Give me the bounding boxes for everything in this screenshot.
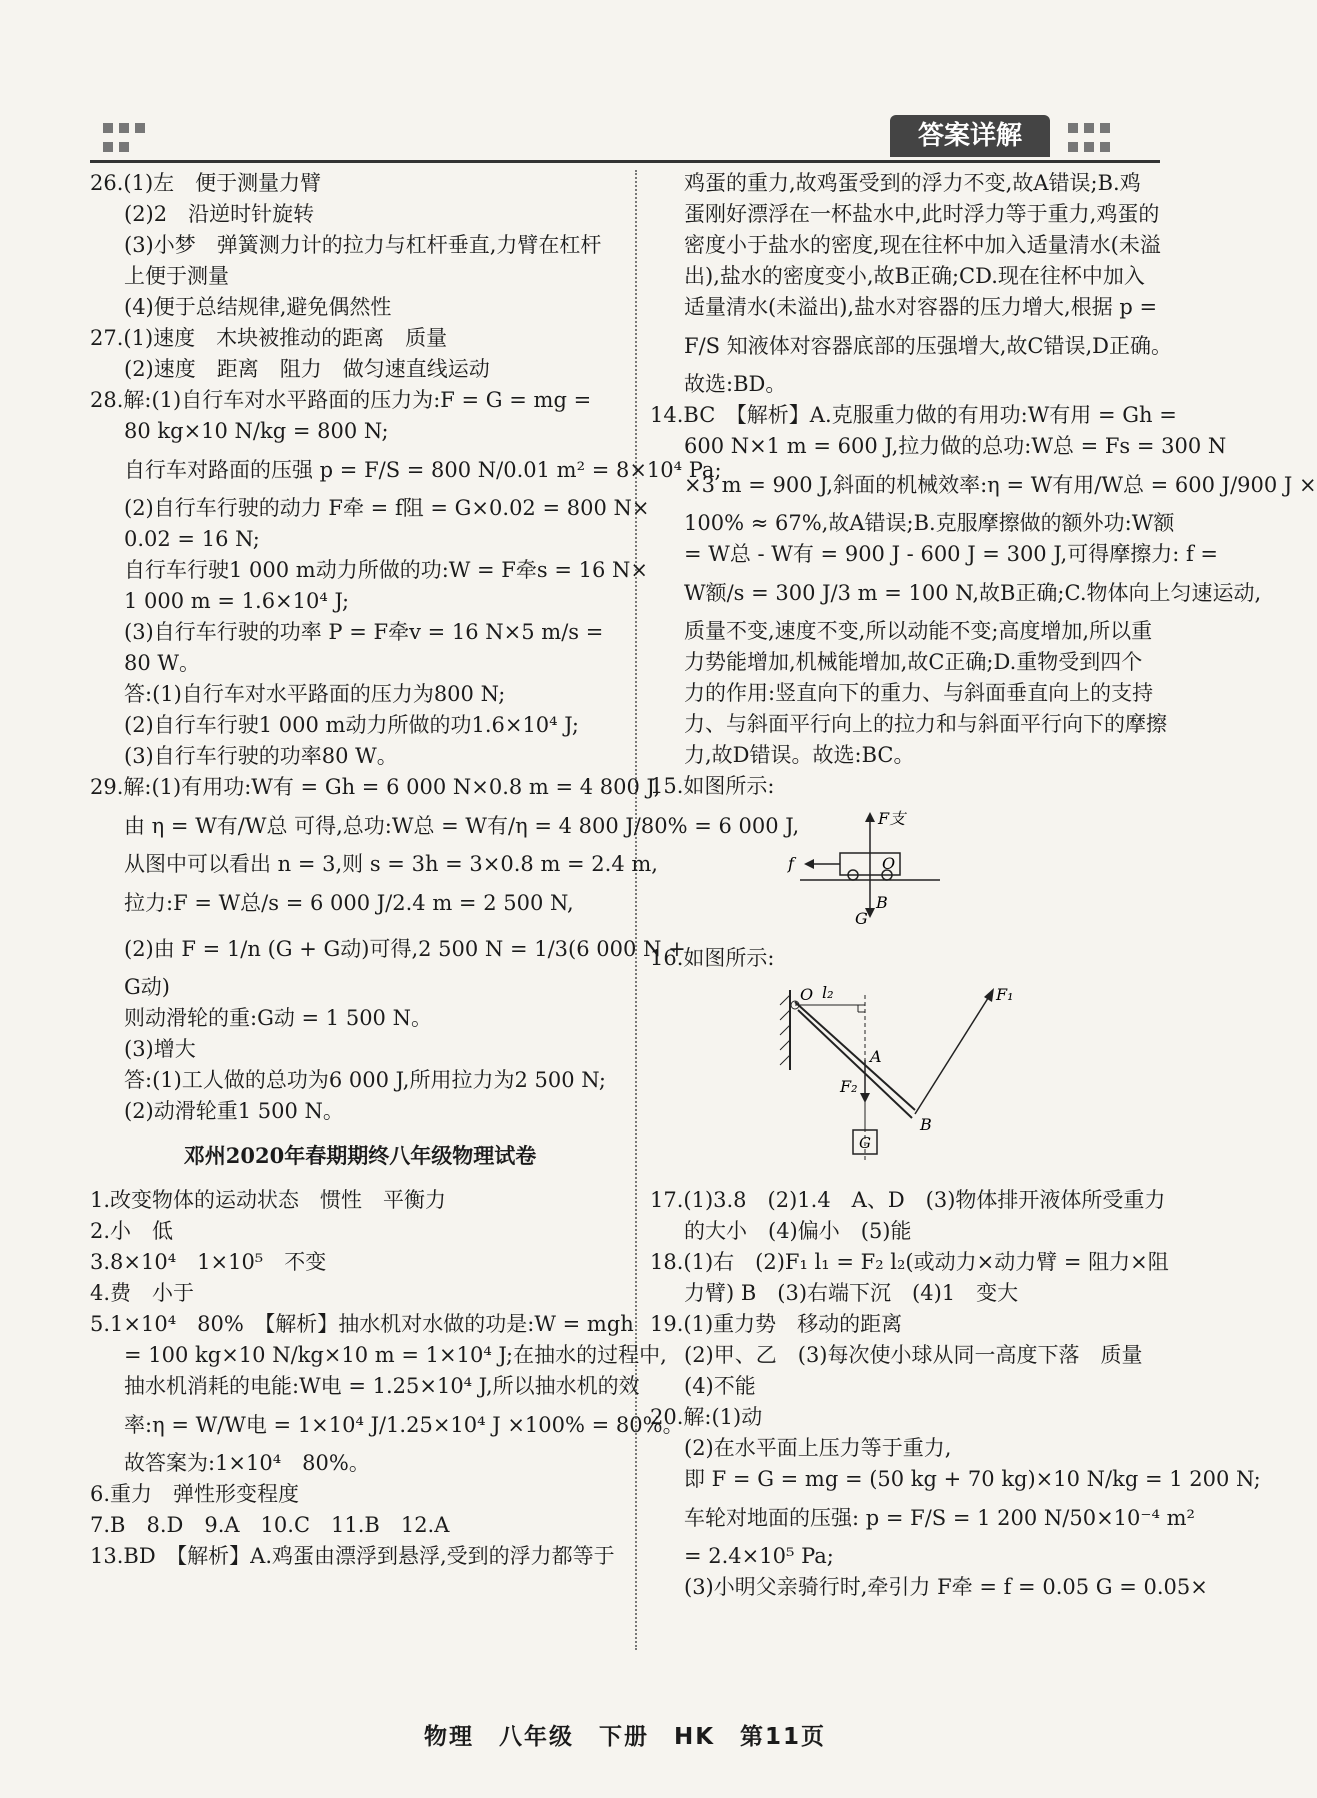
answer-line: 3.8×10⁴ 1×10⁵ 不变 (90, 1250, 327, 1274)
answer-line: (4)不能 (684, 1374, 756, 1398)
answer-line: (3)增大 (124, 1037, 196, 1061)
answer-line: (4)便于总结规律,避免偶然性 (124, 295, 392, 319)
answer-line: W额/s = 300 J/3 m = 100 N,故B正确;C.物体向上匀速运动, (684, 581, 1262, 605)
answer-line: 19.(1)重力势 移动的距离 (650, 1312, 903, 1336)
answer-line: (3)小梦 弹簧测力计的拉力与杠杆垂直,力臂在杠杆 (124, 233, 602, 257)
answer-line: 15.如图所示: (650, 774, 775, 798)
answer-line: 即 F = G = mg = (50 kg + 70 kg)×10 N/kg = 1 200 N; (684, 1467, 1261, 1491)
answer-line: 0.02 = 16 N; (124, 527, 260, 551)
answer-line: F/S 知液体对容器底部的压强增大,故C错误,D正确。 (684, 334, 1172, 358)
header-badge: 答案详解 (890, 115, 1050, 157)
answer-line: 1 000 m = 1.6×10⁴ J; (124, 589, 350, 613)
fig16-label-b: B (920, 1115, 932, 1134)
right-answers-2 (650, 943, 1190, 974)
fig16-label-g: G (859, 1134, 871, 1152)
answer-line: 13.BD 【解析】A.鸡蛋由漂浮到悬浮,受到的浮力都等于 (90, 1544, 615, 1568)
answer-line: 故答案为:1×10⁴ 80%。 (124, 1451, 370, 1475)
answer-line: 4.费 小于 (90, 1281, 195, 1305)
answer-line: 鸡蛋的重力,故鸡蛋受到的浮力不变,故A错误;B.鸡 (684, 171, 1141, 195)
answer-line: = 2.4×10⁵ Pa; (684, 1544, 834, 1568)
fig15-label-f: f (788, 854, 794, 873)
answer-line: 力,故D错误。故选:BC。 (684, 743, 915, 767)
answer-line: = 100 kg×10 N/kg×10 m = 1×10⁴ J;在抽水的过程中, (124, 1343, 667, 1367)
answer-line: 16.如图所示: (650, 946, 775, 970)
answer-line: 100% ≈ 67%,故A错误;B.克服摩擦做的额外功:W额 (684, 511, 1175, 535)
answer-line: 7.B 8.D 9.A 10.C 11.B 12.A (90, 1513, 450, 1537)
answer-line: 故选:BD。 (684, 372, 787, 396)
answer-line: 密度小于盐水的密度,现在往杯中加入适量清水(未溢 (684, 233, 1161, 257)
answer-line: (2)由 F = 1/n (G + G动)可得,2 500 N = 1/3(6 000 N + (124, 937, 686, 961)
answer-line: (3)自行车行驶的功率 P = F牵v = 16 N×5 m/s = (124, 620, 604, 644)
answer-line: 18.(1)右 (2)F₁ l₁ = F₂ l₂(或动力×动力臂 = 阻力×阻 (650, 1250, 1169, 1274)
answer-line: 拉力:F = W总/s = 6 000 J/2.4 m = 2 500 N, (124, 891, 574, 915)
answer-line: 力的作用:竖直向下的重力、与斜面垂直向上的支持 (684, 681, 1154, 705)
answer-line: 28.解:(1)自行车对水平路面的压力为:F = G = mg = (90, 388, 592, 412)
answer-line: 出),盐水的密度变小,故B正确;CD.现在往杯中加入 (684, 264, 1145, 288)
answer-line: (2)速度 距离 阻力 做匀速直线运动 (124, 357, 490, 381)
answer-line: 14.BC 【解析】A.克服重力做的有用功:W有用 = Gh = (650, 403, 1177, 427)
right-answers-3 (650, 1185, 1261, 1603)
answer-line: 答:(1)工人做的总功为6 000 J,所用拉力为2 500 N; (124, 1068, 606, 1092)
decor-dots-left (100, 120, 148, 158)
answer-line: ×3 m = 900 J,斜面的机械效率:η = W有用/W总 = 600 J/900 J × (684, 473, 1317, 497)
answer-line: 2.小 低 (90, 1219, 174, 1243)
answer-line: (2)在水平面上压力等于重力, (684, 1436, 952, 1460)
answer-line: 率:η = W/W电 = 1×10⁴ J/1.25×10⁴ J ×100% = 80%。 (124, 1413, 684, 1437)
answer-line: 上便于测量 (124, 264, 229, 288)
answer-line: G动) (124, 975, 170, 999)
answer-line: 蛋刚好漂浮在一杯盐水中,此时浮力等于重力,鸡蛋的 (684, 202, 1160, 226)
answer-line: 5.1×10⁴ 80% 【解析】抽水机对水做的功是:W = mgh (90, 1312, 634, 1336)
fig16-label-f1: F₁ (996, 985, 1014, 1004)
fig15-label-b: B (876, 893, 888, 912)
answer-line: 自行车对路面的压强 p = F/S = 800 N/0.01 m² = 8×10⁴ Pa; (124, 458, 722, 482)
section-title: 邓州2020年春期期终八年级物理试卷 (183, 1143, 537, 1168)
fig16-label-l2: l₂ (822, 983, 834, 1002)
answer-line: 80 W。 (124, 651, 200, 675)
figure-16 (650, 980, 1190, 1179)
answer-line: 从图中可以看出 n = 3,则 s = 3h = 3×0.8 m = 2.4 m, (124, 852, 658, 876)
fig16-label-o: O (800, 985, 814, 1004)
answer-line: 抽水机消耗的电能:W电 = 1.25×10⁴ J,所以抽水机的效 (124, 1374, 640, 1398)
answer-line: 的大小 (4)偏小 (5)能 (684, 1219, 912, 1243)
answer-line: 600 N×1 m = 600 J,拉力做的总功:W总 = Fs = 300 N (684, 434, 1227, 458)
fig15-label-fsupport: F支 (878, 809, 906, 828)
answer-line: 6.重力 弹性形变程度 (90, 1482, 300, 1506)
answer-line: (3)自行车行驶的功率80 W。 (124, 744, 398, 768)
page-footer: 物理 八年级 下册 HK 第11页 (423, 1724, 827, 1750)
answer-line: (2)2 沿逆时针旋转 (124, 202, 315, 226)
answer-line: (2)自行车行驶1 000 m动力所做的功1.6×10⁴ J; (124, 713, 579, 737)
answer-line: 答:(1)自行车对水平路面的压力为800 N; (124, 682, 506, 706)
left-answers-2 (90, 1185, 684, 1572)
answer-line: 27.(1)速度 木块被推动的距离 质量 (90, 326, 448, 350)
answer-line: 车轮对地面的压强: p = F/S = 1 200 N/50×10⁻⁴ m² (684, 1506, 1195, 1530)
answer-line: 力势能增加,机械能增加,故C正确;D.重物受到四个 (684, 650, 1143, 674)
answer-line: 力、与斜面平行向上的拉力和与斜面平行向下的摩擦 (684, 712, 1167, 736)
answer-line: = W总 - W有 = 900 J - 600 J = 300 J,可得摩擦力: f = (684, 542, 1218, 566)
fig16-label-f2: F₂ (840, 1077, 858, 1096)
answer-line: 17.(1)3.8 (2)1.4 A、D (3)物体排开液体所受重力 (650, 1188, 1166, 1212)
answer-line: (2)动滑轮重1 500 N。 (124, 1099, 344, 1123)
page-header (90, 110, 1160, 164)
answer-line: (2)自行车行驶的动力 F牵 = f阻 = G×0.02 = 800 N× (124, 496, 650, 520)
answer-line: (2)甲、乙 (3)每次使小球从同一高度下落 质量 (684, 1343, 1143, 1367)
fig15-label-g: G (855, 909, 868, 928)
answer-line: 质量不变,速度不变,所以动能不变;高度增加,所以重 (684, 619, 1153, 643)
answer-line: 由 η = W有/W总 可得,总功:W总 = W有/η = 4 800 J/80% = 6 000 J, (124, 814, 800, 838)
answer-line: 20.解:(1)动 (650, 1405, 763, 1429)
figure-15 (650, 808, 1190, 937)
answer-line: 则动滑轮的重:G动 = 1 500 N。 (124, 1006, 432, 1030)
answer-line: 1.改变物体的运动状态 惯性 平衡力 (90, 1188, 447, 1212)
answer-line: 适量清水(未溢出),盐水对容器的压力增大,根据 p = (684, 295, 1158, 319)
answer-line: 自行车行驶1 000 m动力所做的功:W = F牵s = 16 N× (124, 558, 648, 582)
fig15-label-o: O (882, 854, 896, 873)
header-rule (90, 160, 1160, 163)
answer-line: 29.解:(1)有用功:W有 = Gh = 6 000 N×0.8 m = 4 800 J, (90, 775, 661, 799)
answer-line: 力臂) B (3)右端下沉 (4)1 变大 (684, 1281, 1019, 1305)
right-answers (650, 168, 1317, 802)
right-column (650, 168, 1317, 1603)
answer-line: 26.(1)左 便于测量力臂 (90, 171, 322, 195)
fig16-label-a: A (870, 1047, 882, 1066)
answer-line: (3)小明父亲骑行时,牵引力 F牵 = f = 0.05 G = 0.05× (684, 1575, 1208, 1599)
decor-dots-right (1065, 120, 1113, 158)
answer-line: 80 kg×10 N/kg = 800 N; (124, 419, 389, 443)
